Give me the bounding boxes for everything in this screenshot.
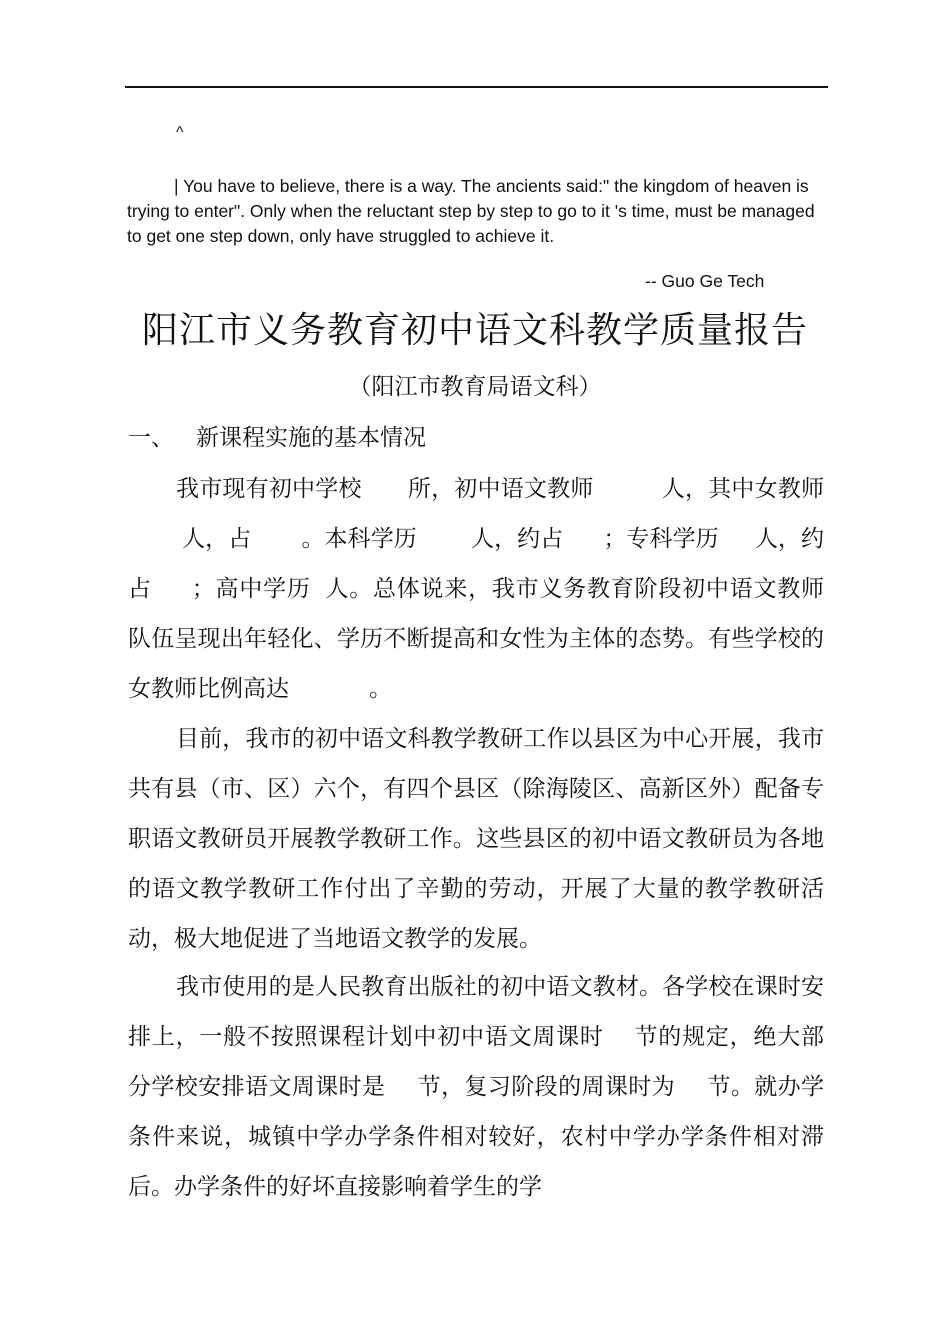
header-quote: | You have to believe, there is a way. The ancients said:" the kingdom of heaven is trying to enter". Only when the reluctant step by step to go to it 's time, must be managed to get one step down, only have struggled to achieve it. [127,176,815,246]
paragraph-research: 目前，我市的初中语文科教学教研工作以县区为中心开展，我市共有县（市、区）六个，有四个县区（除海陵区、高新区外）配备专职语文教研员开展教学教研工作。这些县区的初中语文教研员为各地的语文教学教研工作付出了辛勤的劳动，开展了大量的教学教研活动，极大地促进了当地语文教学的发展。 [128,726,824,952]
p1-text: 。本科学历 [301,526,417,552]
paragraph-textbook [128,962,824,1212]
p1-text: 人，占 [182,526,252,552]
p1-text: 人，约占 [470,526,564,552]
p1-text: 人，约占 [128,526,825,602]
p1-text: 人，其中女教师 [661,476,825,502]
p1-text: 。 [369,676,392,702]
header-rule [125,86,828,88]
paragraph-teachers [128,464,824,714]
p1-text: 我市现有初中学校 [176,476,362,502]
p3-text: 节，复习阶段的周课时为 [417,1074,676,1100]
p3-text: 节的规定，绝大部分学校安排语文周课时是 [128,1024,825,1100]
document-title: 阳江市义务教育初中语文科教学质量报告 [141,310,808,351]
p1-text: 所，初中语文教师 [407,476,594,502]
document-subtitle: （阳江市教育局语文科） [348,374,602,400]
caret-mark: ^ [176,124,184,141]
section-heading [128,421,426,455]
p1-text: ；高中学历 [191,576,311,602]
p3-text: 节。就办学条件来说，城镇中学办学条件相对较好，农村中学办学条件相对滞后。办学条件的好坏直接影响着学生的学 [128,1074,825,1200]
p1-text: 人。总体说来，我市义务教育阶段初中语文教师队伍呈现出年轻化、学历不断提高和女性为主体的态势。有些学校的女教师比例高达 [128,576,825,702]
section-title: 新课程实施的基本情况 [196,425,426,451]
p1-text: ；专科学历 [603,526,719,552]
p3-text: 我市使用的是人民教育出版社的初中语文教材。各学校在课时安排上，一般不按照课程计划中初中语文周课时 [128,974,824,1050]
quote-attribution: -- Guo Ge Tech [645,271,765,291]
section-number: 一、 [128,425,174,451]
